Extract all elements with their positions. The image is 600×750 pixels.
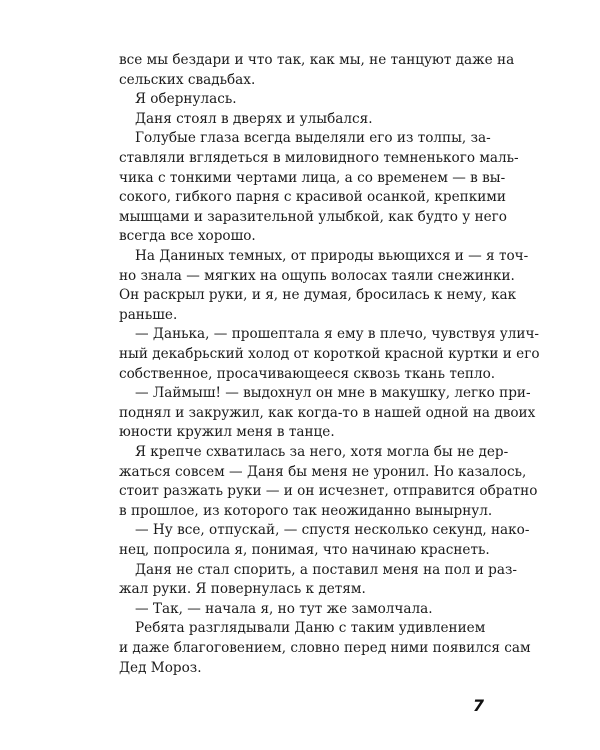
- text-line: собственное, просачивающееся сквозь ткань тепло.: [119, 365, 496, 382]
- text-line: в прошлое, из которого так неожиданно вынырнул.: [119, 502, 493, 519]
- text-line: Голубые глаза всегда выделяли его из толпы, за-: [135, 130, 491, 147]
- text-line: ставляли вглядеться в миловидного темненького маль-: [119, 150, 519, 166]
- text-line: — Так, — начала я, но тут же замолчала.: [135, 600, 433, 617]
- page-number: 7: [472, 696, 484, 715]
- text-line: сельских свадьбах.: [119, 71, 256, 88]
- text-line: юности кружил меня в танце.: [119, 424, 335, 441]
- text-line: Даня стоял в дверях и улыбался.: [135, 110, 373, 127]
- text-line: — Ну все, отпускай, — спустя несколько секунд, нако-: [135, 522, 530, 539]
- text-line: — Данька, — прошептала я ему в плечо, чувствуя улич-: [135, 326, 540, 343]
- text-line: жал руки. Я повернулась к детям.: [119, 581, 366, 598]
- text-line: Ребята разглядывали Даню с таким удивлением: [135, 620, 486, 637]
- text-line: Я обернулась.: [135, 91, 237, 108]
- text-line: сокого, гибкого парня с красивой осанкой, крепкими: [119, 189, 506, 206]
- text-line: раньше.: [119, 306, 178, 323]
- text-line: На Даниных темных, от природы вьющихся и — я точ-: [135, 248, 529, 264]
- text-line: Даня не стал спорить, а поставил меня на пол и раз-: [135, 561, 517, 578]
- text-line: чика с тонкими чертами лица, а со временем — в вы-: [119, 169, 506, 186]
- text-line: мышцами и заразительной улыбкой, как будто у него: [119, 208, 507, 225]
- text-line: и даже благоговением, словно перед ними появился сам: [119, 640, 531, 656]
- text-line: стоит разжать руки — и он исчезнет, отправится обратно: [119, 483, 538, 500]
- text-line: Дед Мороз.: [119, 659, 202, 676]
- text-line: поднял и закружил, как когда-то в нашей одной на двоих: [119, 404, 536, 421]
- text-line: Он раскрыл руки, и я, не думая, бросилась к нему, как: [119, 287, 517, 304]
- text-line: нец, попросила я, понимая, что начинаю краснеть.: [119, 542, 490, 558]
- text-line: но знала — мягких на ощупь волосах таяли снежинки.: [119, 267, 515, 284]
- text-line: Я крепче схватилась за него, хотя могла бы не дер-: [135, 444, 509, 460]
- text-line: ный декабрьский холод от короткой красной куртки и его: [119, 346, 540, 362]
- text-line: — Лаймыш! — выдохнул он мне в макушку, легко при-: [135, 385, 531, 402]
- text-line: всегда все хорошо.: [119, 228, 256, 245]
- text-line: жаться совсем — Даня бы меня не уронил. Но казалось,: [119, 463, 527, 480]
- text-line: все мы бездари и что так, как мы, не танцуют даже на: [119, 52, 515, 68]
